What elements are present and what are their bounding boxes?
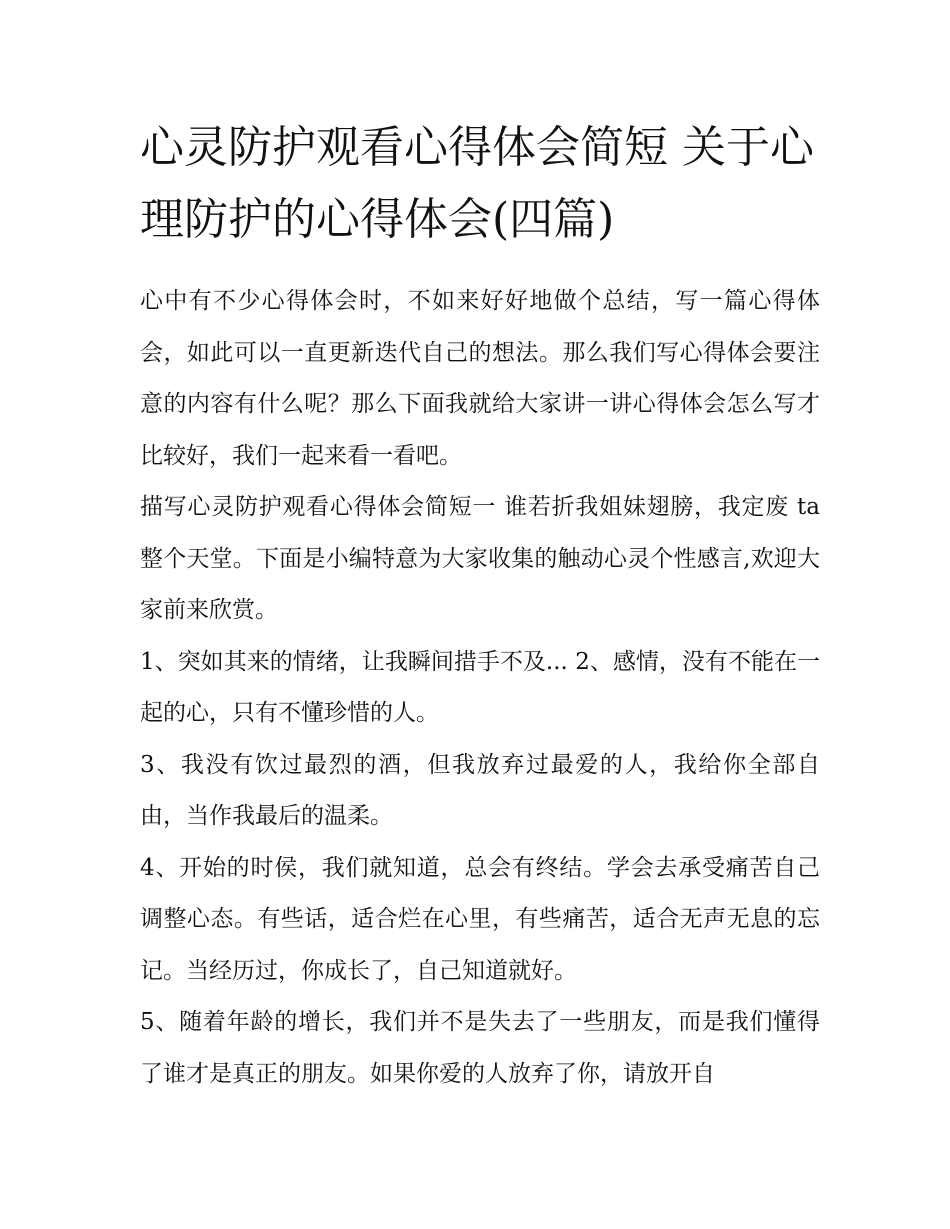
document-body: [140, 276, 820, 1100]
paragraph-intro: 心中有不少心得体会时，不如来好好地做个总结，写一篇心得体会，如此可以一直更新迭代自己的想法。那么我们写心得体会要注意的内容有什么呢？那么下面我就给大家讲一讲心得体会怎么写才比较好，我们一起来看一看吧。: [140, 288, 820, 469]
paragraph-item-4: 4、开始的时侯，我们就知道，总会有终结。学会去承受痛苦自己调整心态。有些话，适合烂在心里，有些痛苦，适合无声无息的忘记。当经历过，你成长了，自己知道就好。: [140, 854, 820, 984]
document-title: 心灵防护观看心得体会简短 关于心理防护的心得体会(四篇): [140, 122, 814, 245]
paragraph-section-one: 描写心灵防护观看心得体会简短一 谁若折我姐妹翅膀，我定废 ta 整个天堂。下面是小编特意为大家收集的触动心灵个性感言,欢迎大家前来欣赏。: [140, 494, 820, 623]
paragraph-item-1-2: 1、突如其来的情绪，让我瞬间措手不及... 2、感情，没有不能在一起的心，只有不懂珍惜的人。: [140, 648, 820, 726]
paragraph-item-5: 5、随着年龄的增长，我们并不是失去了一些朋友，而是我们懂得了谁才是真正的朋友。如果你爱的人放弃了你，请放开自: [140, 1009, 820, 1087]
paragraph-item-3: 3、我没有饮过最烈的酒，但我放弃过最爱的人，我给你全部自由，当作我最后的温柔。: [140, 751, 820, 829]
